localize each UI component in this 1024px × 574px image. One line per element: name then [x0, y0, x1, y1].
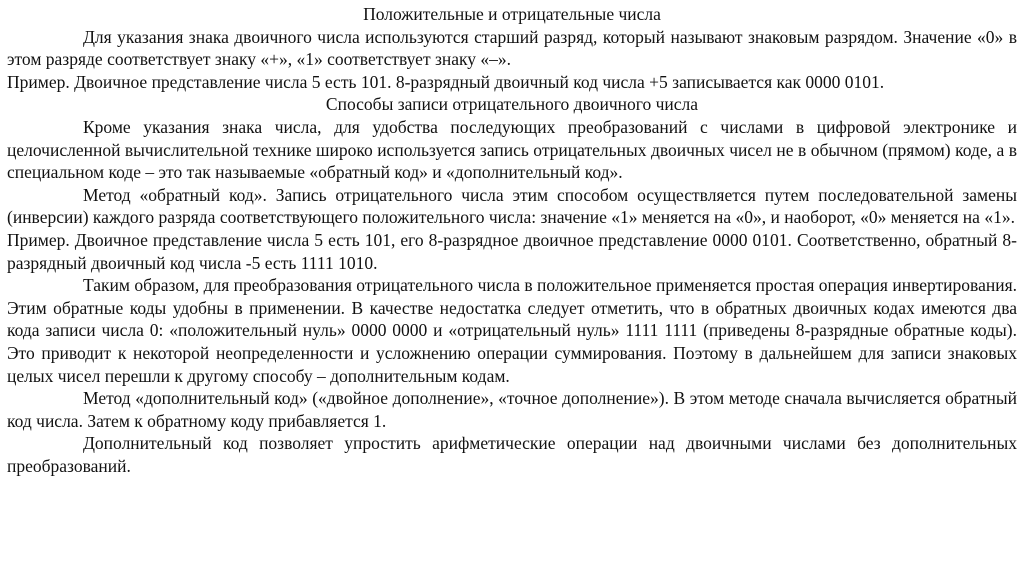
paragraph-example-ones-complement: Пример. Двоичное представление числа 5 есть 101, его 8-разрядное двоичное представление 0000 0101. Соответственно, обратный 8-разрядный двоичный код числа -5 есть 1111 1010. [7, 229, 1017, 273]
paragraph-ones-complement-method: Метод «обратный код». Запись отрицательного числа этим способом осуществляется путем последовательной замены (инверсии) каждого разряда соответствующего положительного числа: значение «1» меняется на «0», и наоборот, «0» меняется на «1». [7, 184, 1017, 228]
paragraph-sign-bit: Для указания знака двоичного числа используются старший разряд, который называют знаковым разрядом. Значение «0» в этом разряде соответствует знаку «+», «1» соответствует знаку «–». [7, 26, 1017, 70]
paragraph-twos-complement-benefit: Дополнительный код позволяет упростить арифметические операции над двоичными числами без дополнительных преобразований. [7, 433, 1017, 476]
paragraph-special-codes: Кроме указания знака числа, для удобства последующих преобразований с числами в цифровой электронике и целочисленной вычислительной технике широко используется запись отрицательных двоичных чисел не в обычном (прямом) коде, а в специальном коде – это так называемые «обратный код» и «дополнительный код». [7, 116, 1017, 183]
paragraph-example-positive: Пример. Двоичное представление числа 5 есть 101. 8-разрядный двоичный код числа +5 записывается как 0000 0101. [7, 71, 885, 92]
section-heading-positive-negative: Положительные и отрицательные числа [363, 4, 661, 24]
paragraph-ones-complement-drawbacks: Таким образом, для преобразования отрицательного числа в положительное применяется простая операция инвертирования. Этим обратные коды удобны в применении. В качестве недостатка следует отметить, что в обратных двоичных кодах имеются два кода записи числа 0: «положительный нуль» 0000 0000 и «отрицательный нуль» 1111 1111 (приведены 8-разрядные обратные коды). Это приводит к некоторой неопределенности и усложнению операции суммирования. Поэтому в дальнейшем для записи знаковых целых чисел перешли к другому способу – дополнительным кодам. [7, 275, 1017, 386]
paragraph-twos-complement-method: Метод «дополнительный код» («двойное дополнение», «точное дополнение»). В этом методе сначала вычисляется обратный код числа. Затем к обратному коду прибавляется 1. [7, 388, 1017, 431]
section-heading-negative-methods: Способы записи отрицательного двоичного числа [325, 94, 699, 115]
